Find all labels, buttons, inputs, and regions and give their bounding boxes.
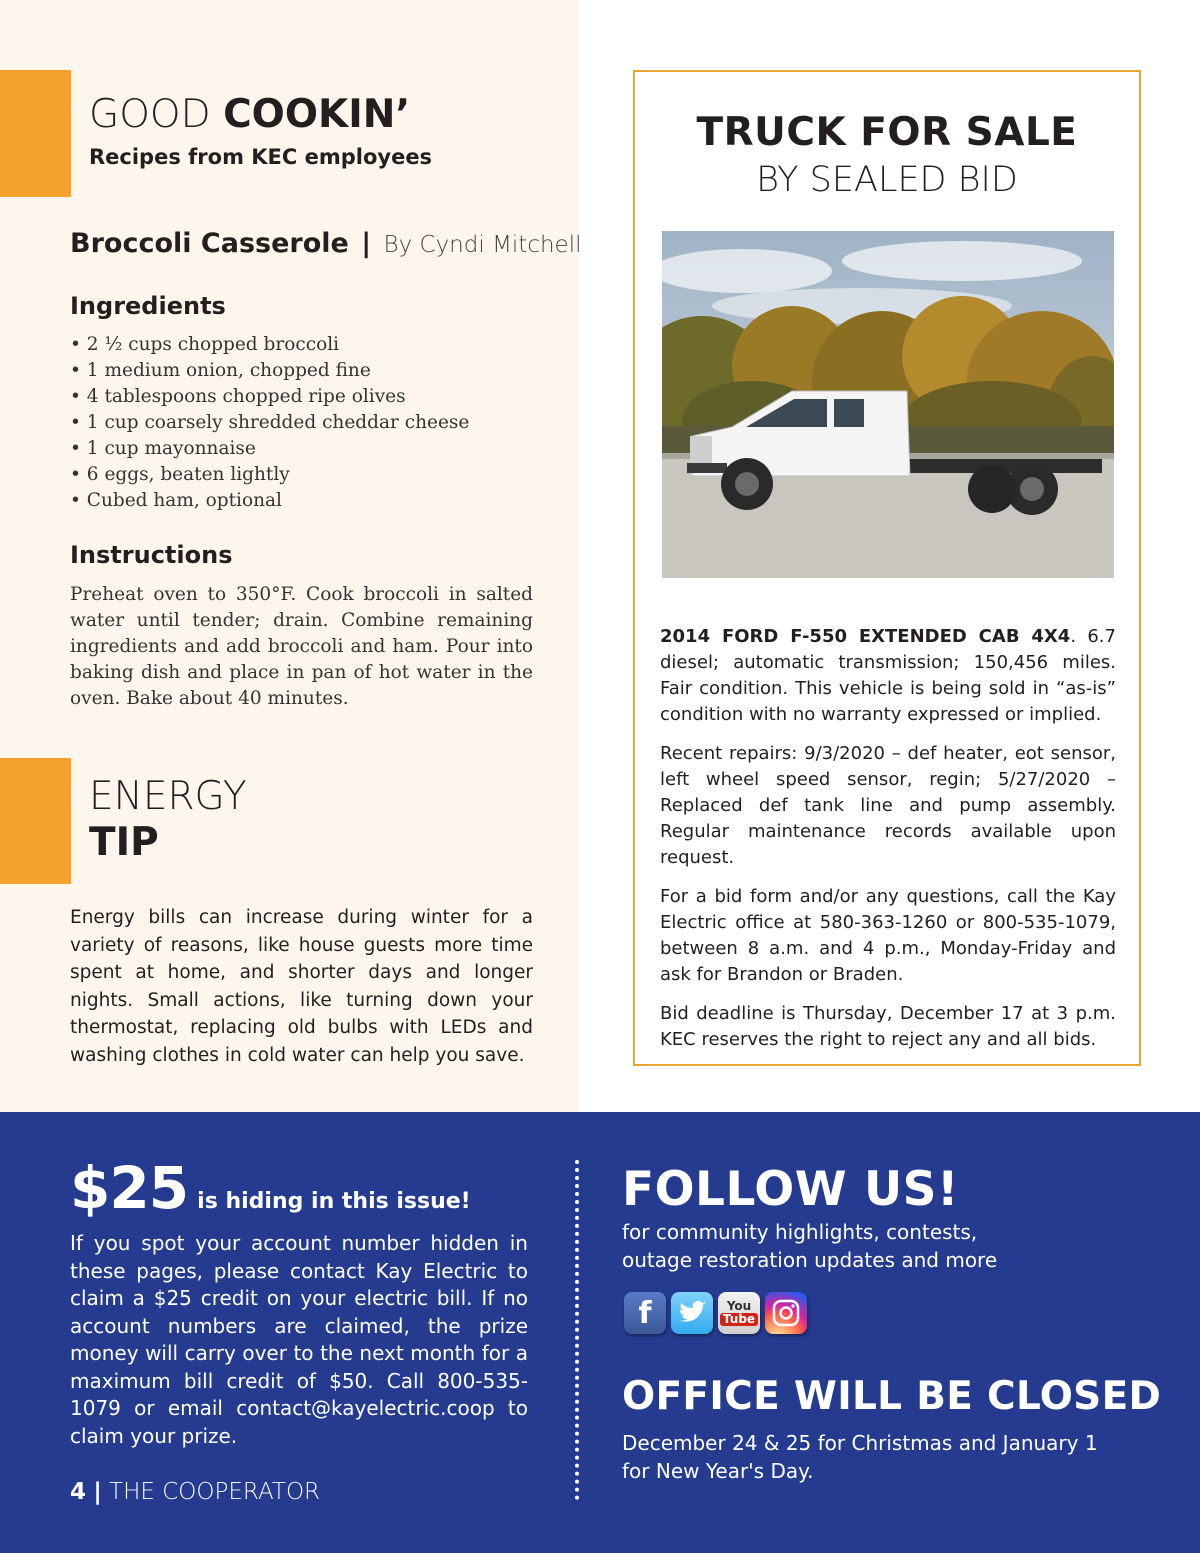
publication-name: THE COOPERATOR [109, 1479, 321, 1505]
prize-heading [70, 1154, 471, 1222]
truck-contact: For a bid form and/or any questions, call the Kay Electric office at 580-363-1260 or 800-535-1079, between 8 a.m. and 4 p.m., Monday-Friday and ask for Brandon or Braden. [660, 886, 1116, 985]
truck-details: . 6.7 diesel; automatic transmission; 150,456 miles. Fair condition. This vehicle is being sold in “as-is” condition with no warranty expressed or implied. [660, 626, 1116, 725]
youtube-you: You [726, 1299, 752, 1313]
truck-repairs: Recent repairs: 9/3/2020 – def heater, eot sensor, left wheel speed sensor, regin; 5/27/2020 – Replaced def tank line and pump assembly. Regular maintenance records available upon request. [660, 743, 1116, 868]
follow-us-text: for community highlights, contests, outage restoration updates and more [622, 1220, 998, 1272]
energy-heading-light: ENERGY [89, 774, 247, 819]
energy-accent-bar [0, 758, 71, 884]
truck-lead-paragraph [660, 624, 1116, 728]
social-icons [624, 1292, 807, 1334]
ingredients-list [70, 332, 469, 514]
recipe-title [70, 228, 581, 259]
cooking-accent-bar [0, 70, 71, 197]
truck-photo [662, 231, 1114, 578]
truck-description [660, 624, 1116, 1066]
youtube-tube: Tube [720, 1313, 758, 1326]
cooking-heading-light: GOOD [89, 92, 211, 137]
instagram-glyph [771, 1298, 801, 1328]
truck-title: TRUCK FOR SALE [696, 110, 1078, 155]
facebook-icon[interactable] [624, 1292, 666, 1334]
instructions-text: Preheat oven to 350°F. Cook broccoli in salted water until tender; drain. Combine remaining ingredients and add broccoli and ham. Pour into baking dish and place in pan of hot water in the oven. Bake about 40 minutes. [70, 584, 533, 709]
follow-us-heading: FOLLOW US! [622, 1162, 959, 1217]
prize-tagline: is hiding in this issue! [197, 1189, 471, 1214]
instagram-icon[interactable] [765, 1292, 807, 1334]
footer-band [0, 1112, 1200, 1553]
energy-heading [89, 774, 247, 866]
page-number: 4 [70, 1479, 87, 1505]
office-closed-text: December 24 & 25 for Christmas and January 1 for New Year's Day. [622, 1431, 1098, 1483]
ingredient-item: • Cubed ham, optional [70, 488, 469, 514]
twitter-icon[interactable] [671, 1292, 713, 1334]
prize-text: If you spot your account number hidden in these pages, please contact Kay Electric to claim a $25 credit on your electric bill. If no account numbers are claimed, the prize money will carry over to the next month for a maximum bill credit of $50. Call 800-535-1079 or email contact@kayelectric.coop to claim your prize. [70, 1231, 528, 1448]
facebook-glyph: f [638, 1295, 652, 1331]
truck-for-sale-box [633, 70, 1141, 1066]
page-footer [70, 1479, 320, 1505]
office-closed-heading: OFFICE WILL BE CLOSED [622, 1374, 1162, 1419]
ingredient-item: • 4 tablespoons chopped ripe olives [70, 384, 469, 410]
ingredient-item: • 2 ½ cups chopped broccoli [70, 332, 469, 358]
energy-tip-text: Energy bills can increase during winter for a variety of reasons, like house guests more time spent at home, and shorter days and longer nights. Small actions, like turning down your thermostat, replacing old bulbs with LEDs and washing clothes in cold water can help you save. [70, 907, 533, 1066]
instructions-heading: Instructions [70, 541, 233, 569]
cooking-heading [89, 92, 410, 137]
recipe-name: Broccoli Casserole [70, 228, 349, 259]
truck-model: 2014 FORD F-550 EXTENDED CAB 4X4 [660, 626, 1071, 647]
cooking-heading-bold: COOKIN’ [223, 92, 411, 137]
dotted-divider [575, 1160, 579, 1500]
ingredient-item: • 1 medium onion, chopped fine [70, 358, 469, 384]
truck-deadline: Bid deadline is Thursday, December 17 at 3 p.m. KEC reserves the right to reject any and all bids. [660, 1003, 1116, 1050]
truck-subtitle: BY SEALED BID [756, 160, 1018, 200]
recipe-author: By Cyndi Mitchell [383, 232, 582, 258]
recipe-separator: | [361, 228, 372, 259]
prize-amount: $25 [70, 1154, 189, 1222]
youtube-icon[interactable] [718, 1292, 760, 1334]
ingredient-item: • 1 cup mayonnaise [70, 436, 469, 462]
footer-separator: | [93, 1479, 102, 1505]
ingredient-item: • 6 eggs, beaten lightly [70, 462, 469, 488]
ingredients-heading: Ingredients [70, 292, 226, 320]
twitter-bird [677, 1300, 707, 1326]
energy-heading-bold: TIP [89, 820, 159, 865]
cooking-subtitle: Recipes from KEC employees [89, 145, 433, 169]
ingredient-item: • 1 cup coarsely shredded cheddar cheese [70, 410, 469, 436]
